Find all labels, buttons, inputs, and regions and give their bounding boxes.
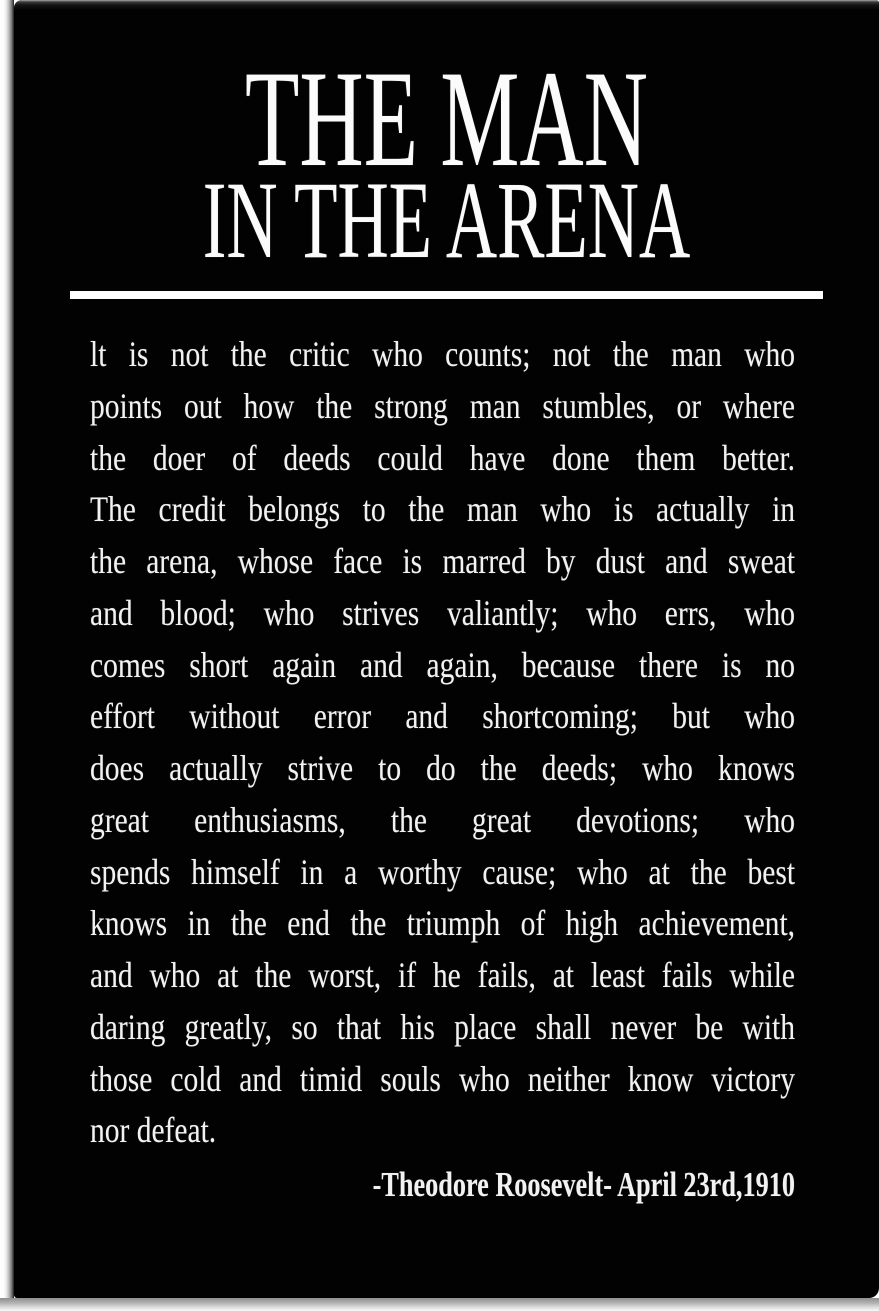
quote-line-10: great enthusiasms, the great devotions; who — [90, 799, 796, 840]
canvas-bottom-shadow — [0, 1298, 879, 1311]
poster-title-line-1: THE MAN — [245, 42, 648, 195]
quote-line-8: effort without error and shortcoming; but who — [90, 696, 796, 737]
attribution: -Theodore Roosevelt- April 23rd,1910 — [372, 1165, 795, 1204]
canvas-top-highlight — [14, 0, 879, 10]
quote-line-1: lt is not the critic who counts; not the man who — [90, 334, 796, 374]
quote-line-4: The credit belongs to the man who is actually in — [90, 489, 796, 530]
quote-line-6: and blood; who strives valiantly; who errs, who — [90, 592, 796, 633]
divider-rule — [70, 291, 823, 299]
quote-line-7: comes short again and again, because there is no — [90, 644, 796, 685]
quote-line-15: those cold and timid souls who neither know victory — [90, 1058, 796, 1099]
quote-line-3: the doer of deeds could have done them better. — [90, 437, 796, 478]
quote-line-9: does actually strive to do the deeds; who knows — [90, 748, 796, 788]
quote-line-11: spends himself in a worthy cause; who at the best — [90, 851, 796, 892]
quote-line-13: and who at the worst, if he fails, at least fails while — [90, 955, 796, 995]
quote-line-14: daring greatly, so that his place shall never be with — [90, 1006, 796, 1047]
poster-title-line-2: IN THE ARENA — [202, 159, 691, 281]
quote-line-12: knows in the end the triumph of high achievement, — [90, 903, 796, 944]
quote-text — [90, 329, 795, 1157]
quote-line-2: points out how the strong man stumbles, or where — [90, 385, 796, 426]
quote-line-5: the arena, whose face is marred by dust and sweat — [90, 541, 796, 581]
quote-line-16: nor defeat. — [90, 1110, 217, 1151]
poster-title — [168, 42, 726, 281]
canvas-left-edge — [0, 0, 14, 1300]
